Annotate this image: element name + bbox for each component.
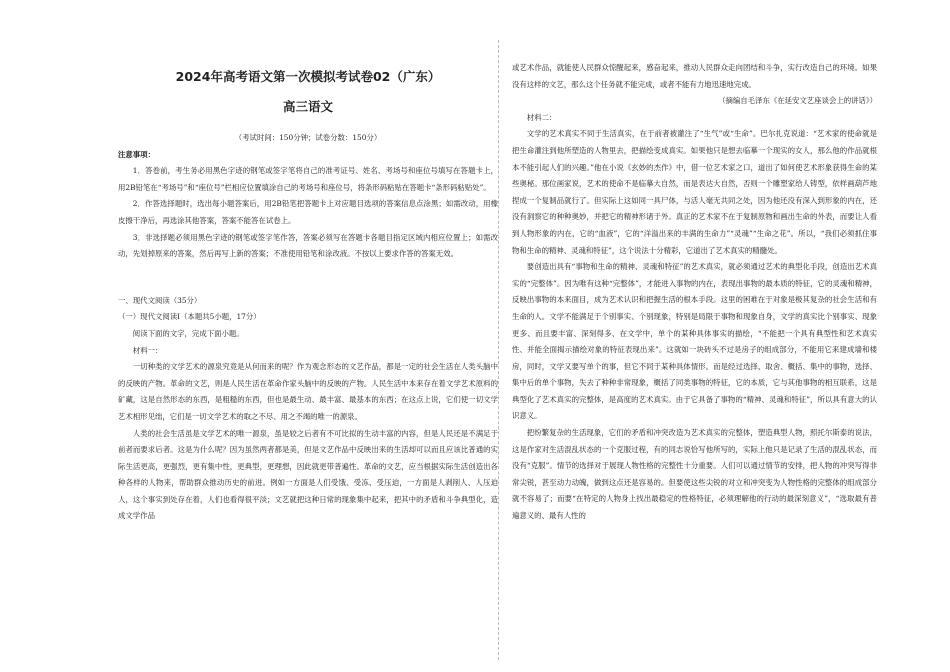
section-heading: 一、现代文阅读（35分）: [118, 295, 202, 305]
notice-item: 2．作答选择题时，选出每小题答案后，用2B铅笔把答题卡上对应题目选项的答案信息点涂黑；如需改动，用橡皮擦干净后，再选涂其他答案，答案不能答在试卷上。: [118, 199, 498, 225]
left-column: [118, 58, 498, 525]
notice-heading: 注意事项：: [118, 149, 155, 159]
reading-instruction: 阅读下面的文字，完成下面小题。: [132, 328, 244, 338]
exam-meta: （考试时间：150分钟；试卷分数：150分）: [234, 133, 382, 142]
passage-continuation: 或艺术作品，就能使人民群众惊醒起来，感奋起来，推动人民群众走向团结和斗争，实行改造自己的环境。如果没有这样的文艺，那么这个任务就不能完成，或者不能有力地迅速地完成。: [512, 63, 877, 89]
passage-paragraph: 文学的艺术真实不同于生活真实，在于前者被灌注了“生气”或“生命”。巴尔扎克说道：“艺术家的使命就是把生命灌注到他所塑造的人物里去，把描绘变成真实。如果他只是想去临摹一个现实的女人，那么他的作品就根本不能引起人们的兴趣。”他在小说《玄妙的杰作》中，借一位艺术家之口，道出了如何使艺术形象获得生命的某些奥秘。那位画家说，艺术的使命不是临摹大自然，而是表达大自然，否则一个雕塑家给人铸型，依样画葫芦地捏成一个复制品就行了。但实际上这如同一具尸体，与活人毫无共同之处，因为他还没有深入到形象的内在，还没有洞察它的种种奥妙，并把它的精神形诸于外。真正的艺术家不在于复制原物和画出生命的外表，而要让人看到人物形象的内在，它的“血液”，它的“洋溢出来的丰满的生命力”“灵魂”“生命之花”。所以，“我们必须抓住事物和生命的精神、灵魂和特征”，这个说法十分精彩，它道出了艺术真实的精髓处。: [512, 129, 877, 255]
citation: （摘编自毛泽东《在延安文艺座谈会上的讲话》）: [718, 96, 877, 106]
right-column: [512, 60, 877, 525]
passage-paragraph: 把纷繁复杂的生活现象，它们的矛盾和冲突改造为艺术真实的完整体，塑造典型人物，照托尔斯泰的说法，这是作家对生活混乱状态的一个克服过程，有的同志说恰写他所写的，实际上他只是记录了生活的混乱状态，而没有“克服”。情节的选择对于展现人物性格的完整性十分重要。人们可以通过情节的安排，把人物的冲突写得非常尖锐，甚至动力动魄，做到这点还是容易的。但要使这些尖锐的对立和冲突变为人物性格的完整体的组成部分就不容易了；而要“在特定的人物身上找出最稳定的性格特征，必须理解他的行动的最深刻意义”，“选取最有普遍意义的、最有人性的: [512, 428, 877, 521]
passage-paragraph: 一切种类的文学艺术的源泉究竟是从何而来的呢？作为观念形态的文艺作品，都是一定的社会生活在人类头脑中的反映的产物。革命的文艺，则是人民生活在革命作家头脑中的反映的产物。人民生活中本来存在着文学艺术原料的矿藏，这是自然形态的东西，是粗糙的东西，但也是最生动、最丰富、最基本的东西；在这点上说，它们使一切文学艺术相形见绌，它们是一切文学艺术的取之不尽、用之不竭的唯一的源泉。: [118, 362, 498, 421]
passage-paragraph: 要创造出具有“事物和生命的精神、灵魂和特征”的艺术真实，就必须通过艺术的典型化手段，创造出艺术真实的“完整体”。因为唯有这种“完整体”，才能进入事物的内在，表现出事物的最本质的特征，它的灵魂和精神，反映出事物的本来面目，成为艺术认识和把握生活的根本手段。这里的困难在于对象是极其复杂的社会生活和有生命的人。文学不能满足于个别事实、个别现象，特别是局限于事物和现象自身，文学的真实比个别事实、现象更多、而且要丰富、深刻得多、在文学中，单个的某种具体事实的描绘，“不能把一个具有典型性和艺术真实性、并能全面揭示描绘对象的特征表现出来”。这就如一块砖头不过是房子的组成部分，不能用它来建成墙和楼房，同时，文学又要写单个的事，但它不同于某种具体情形。而是经过选择、取舍、概括、集中的事物，选择、集中后的单个事物，失去了种种非常现象，概括了同类事物的特征，它的本质，它与其他事物的相互联系，这是典型化了艺术真实的完整体，是高度的艺术真实。由于它具备了事物的“精神、灵魂和特征”，所以具有意大的认识意义。: [512, 262, 877, 421]
document-subtitle: 高三语文: [282, 99, 333, 114]
material-two-label: 材料二：: [526, 112, 557, 122]
subsection-heading: （一）现代文阅读Ⅰ（本题共5小题，17分）: [118, 312, 261, 322]
column-divider: [498, 40, 499, 660]
notice-item: 3．非选择题必须用黑色字迹的钢笔或签字笔作答，答案必须写在答题卡各题目指定区域内相应位置上；如需改动，先划掉原来的答案，然后再写上新的答案；不准使用铅笔和涂改液。不按以上要求作答的答案无效。: [118, 232, 498, 259]
document-title: 2024年高考语文第一次模拟考试卷02（广东）: [175, 69, 441, 84]
notice-item: 1．答卷前，考生务必用黑色字迹的钢笔或签字笔将自己的准考证号、姓名、考场号和座位号填写在答题卡上，用2B铅笔在“考场号”和“座位号”栏相应位置填涂自己的考场号和座位号，将条形码粘贴在答题卡“条形码粘贴处”。: [118, 166, 498, 192]
material-one-label: 材料一：: [132, 345, 163, 355]
passage-paragraph: 人类的社会生活虽是文学艺术的唯一源泉，虽是较之后者有不可比拟的生动丰富的内容，但是人民还是不满足于前者而要求后者。这是为什么呢？因为虽然两者都是美，但是文艺作品中反映出来的生活却可以而且应该比普通的实际生活更高，更强烈，更有集中性，更典型，更理想，因此就更带普遍性。革命的文艺，应当根据实际生活创造出各种各样的人物来，帮助群众推动历史的前进。例如一方面是人们受饿、受冻、受压迫，一方面是人剥削人、人压迫人，这个事实到处存在着，人们也看得很平淡；文艺就把这种日常的现象集中起来，把其中的矛盾和斗争典型化，造成文学作品: [118, 428, 498, 521]
